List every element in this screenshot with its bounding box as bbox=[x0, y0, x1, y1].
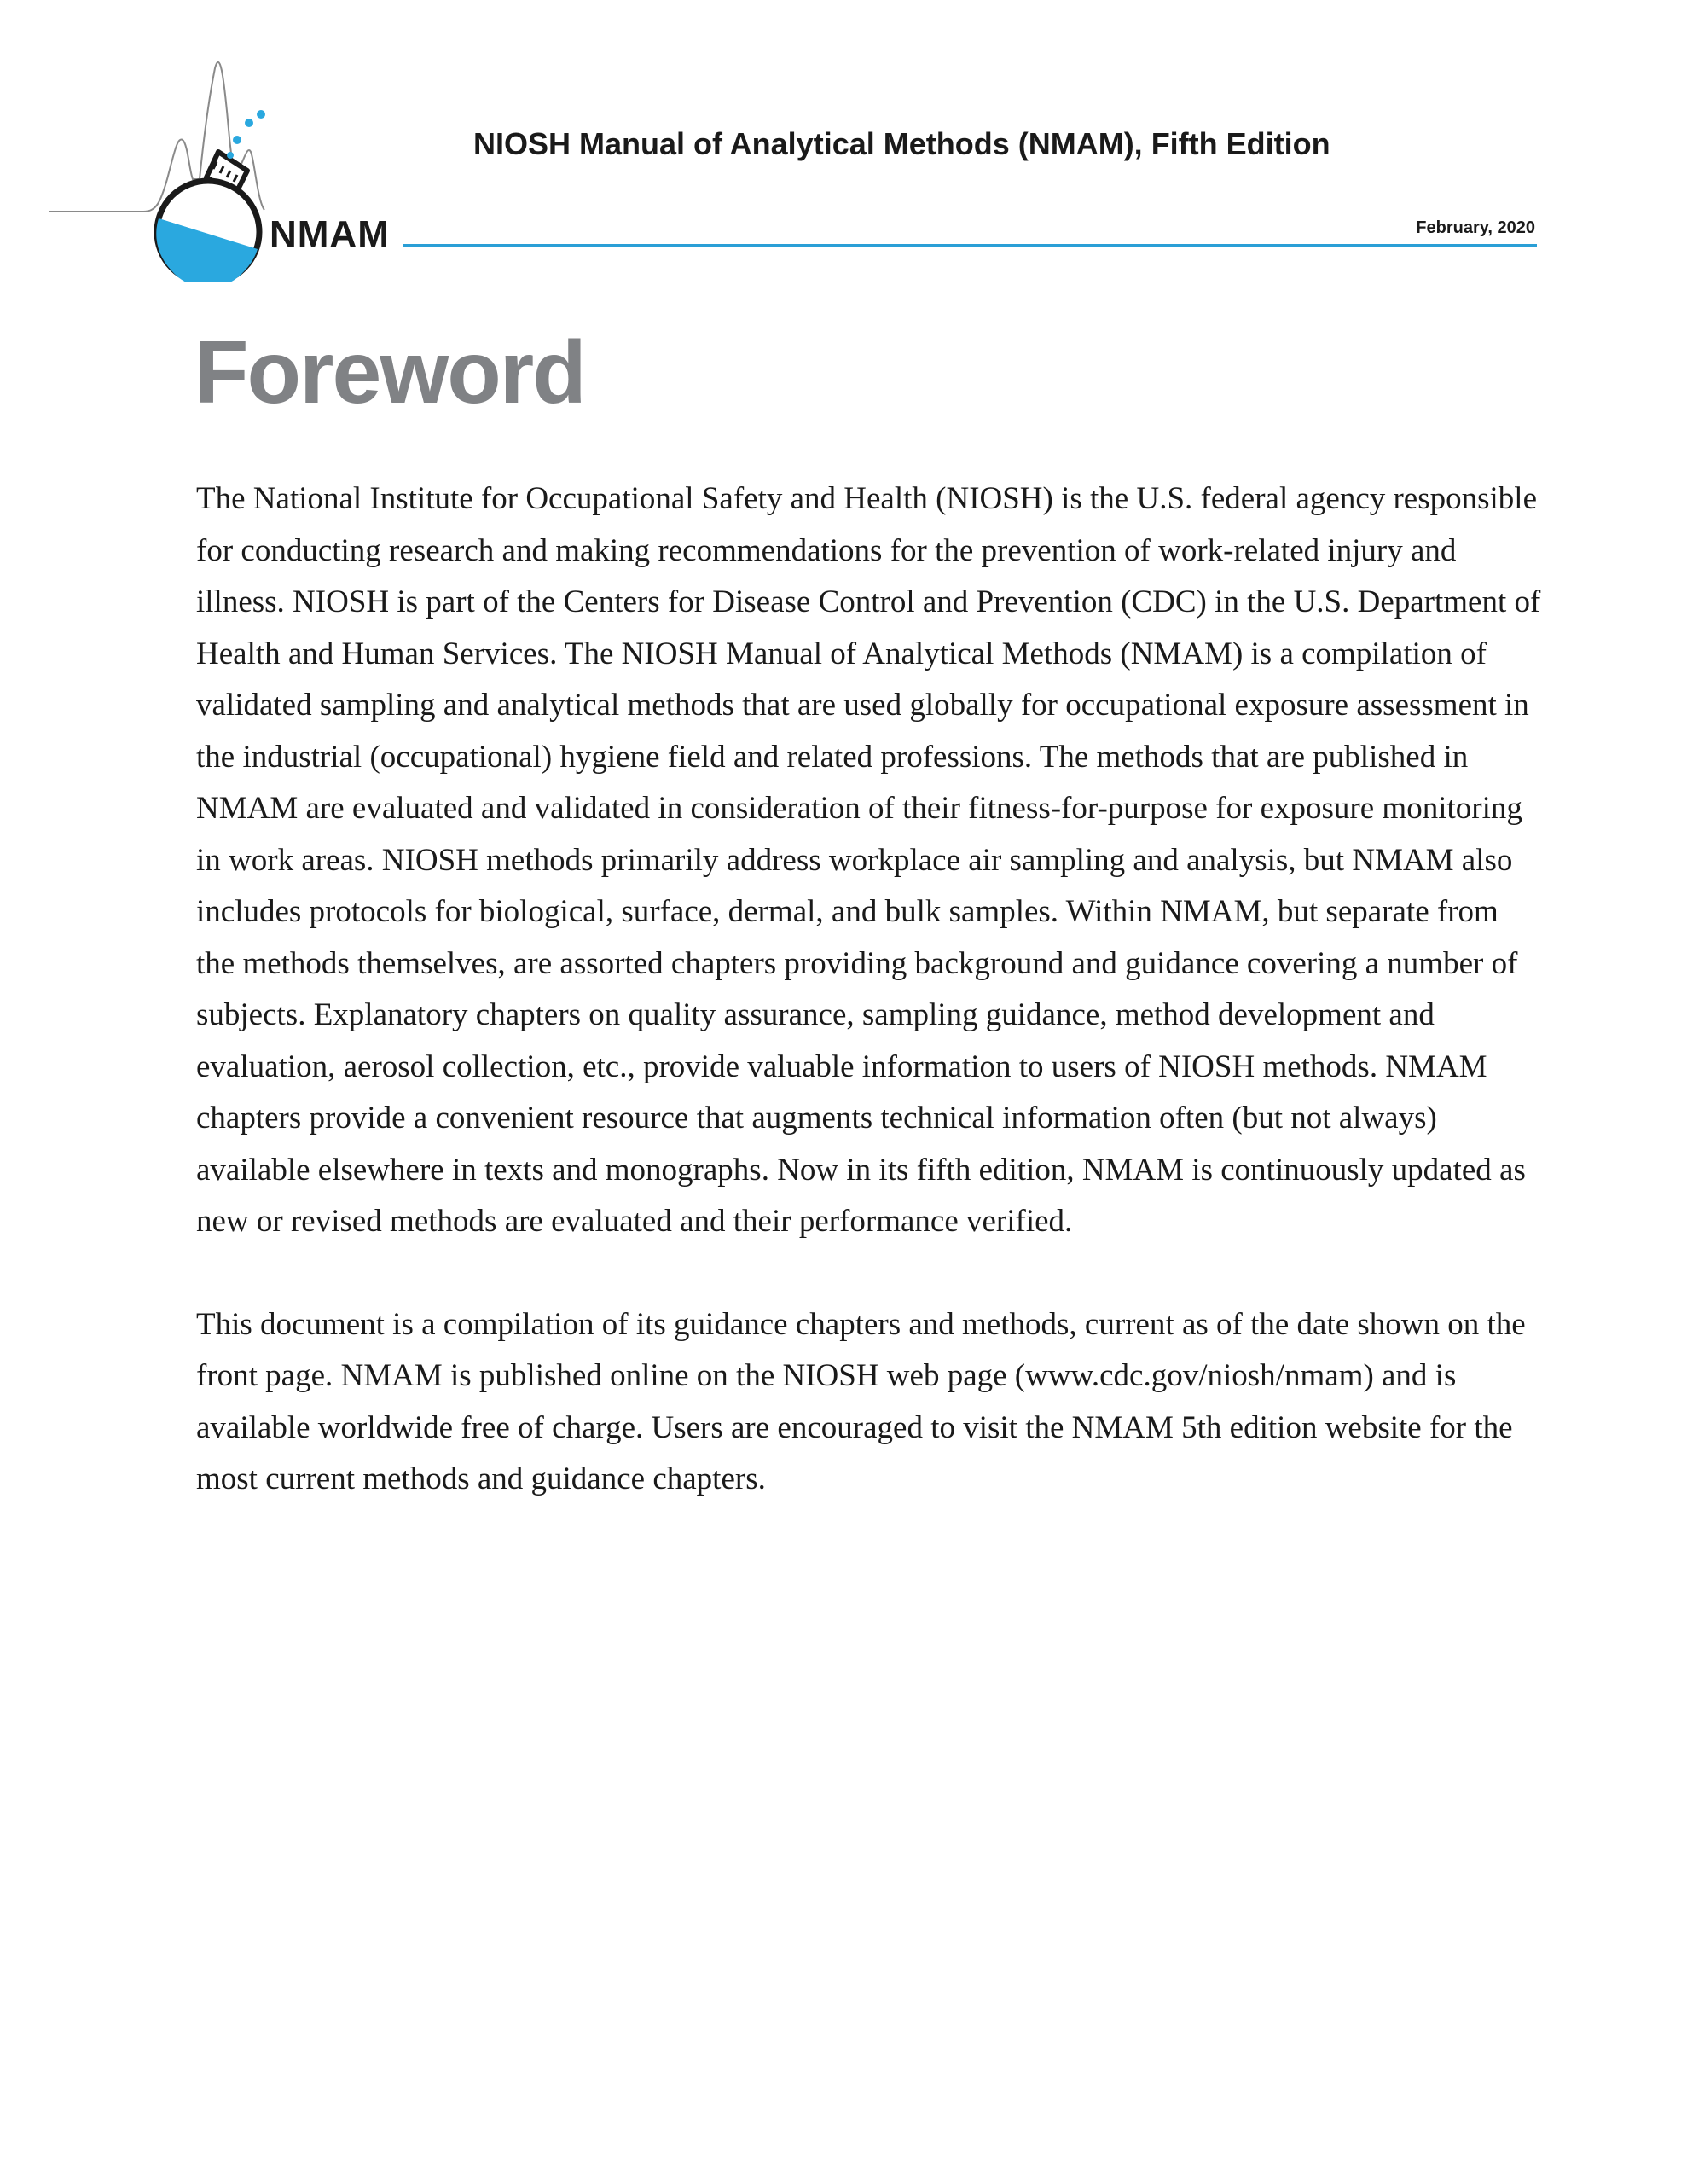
paragraph-1: The National Institute for Occupational Safety and Health (NIOSH) is the U.S. federal agency responsible for conducting research and making recommendations for the prevention of work-related injury and illness. NIOSH is part of the Centers for Disease Control and Prevention (CDC) in the U.S. Department of Health and Human Services. The NIOSH Manual of Analytical Methods (NMAM) is a compilation of validated sampling and analytical methods that are used globally for occupational exposure assessment in the industrial (occupational) hygiene field and related professions. The methods that are published in NMAM are evaluated and validated in consideration of their fitness-for-purpose for exposure monitoring in work areas. NIOSH methods primarily address workplace air sampling and analysis, but NMAM also includes protocols for biological, surface, dermal, and bulk samples. Within NMAM, but separate from the methods themselves, are assorted chapters providing background and guidance covering a number of subjects. Explanatory chapters on quality assurance, sampling guidance, method development and evaluation, aerosol collection, etc., provide valuable information to users of NIOSH methods. NMAM chapters provide a convenient resource that augments technical information often (but not always) available elsewhere in texts and monographs. Now in its fifth edition, NMAM is continuously updated as new or revised methods are evaluated and their performance verified. bbox=[196, 481, 1541, 1239]
document-date: February, 2020 bbox=[1416, 218, 1535, 237]
foreword-body bbox=[196, 473, 1544, 1557]
document-header-title: NIOSH Manual of Analytical Methods (NMAM), Fifth Edition bbox=[473, 126, 1330, 161]
logo-wordmark: NMAM bbox=[270, 213, 390, 255]
paragraph-2: This document is a compilation of its guidance chapters and methods, current as of the date shown on the front page. NMAM is published online on the NIOSH web page (www.cdc.gov/niosh/nmam) and is available worldwide free of charge. Users are encouraged to visit the NMAM 5th edition website for the most current methods and guidance chapters. bbox=[196, 1306, 1526, 1496]
page-title: Foreword bbox=[194, 323, 585, 422]
header-divider bbox=[403, 244, 1537, 247]
